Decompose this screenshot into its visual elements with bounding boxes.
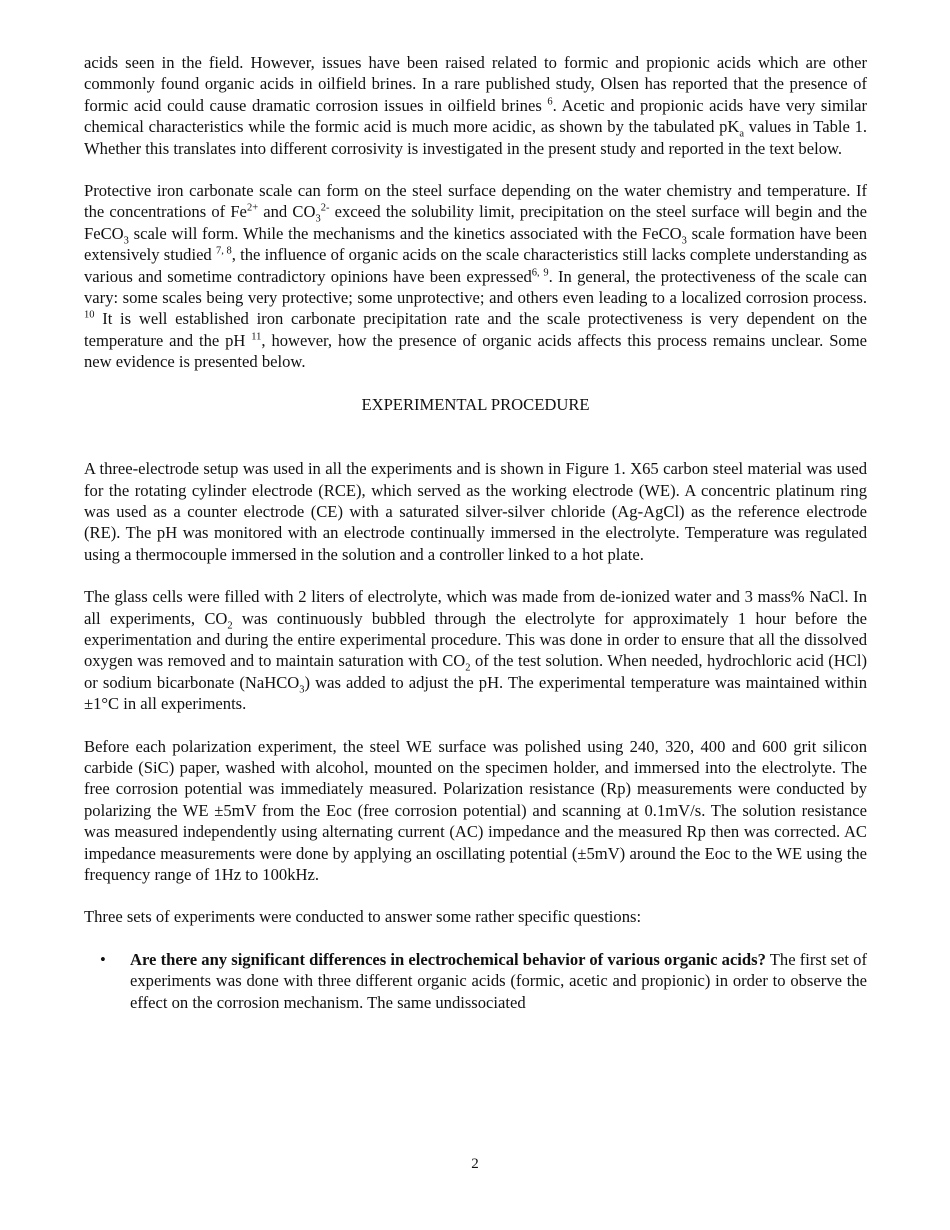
citation: 6	[547, 96, 553, 108]
paragraph-glass-cells: The glass cells were filled with 2 liters of electrolyte, which was made from de-ionized water and 3 mass% NaCl. In all experiments, $CO_2$ was continuously bubbled through the electrolyte for approximately 1 hour before the experimentation and during the entire experimental procedure. This was done in order to ensure that all the dissolved oxygen was removed and to maintain saturation with $CO_2$ of the test solution. When needed, hydrochloric acid (HCl) or sodium bicarbonate (NaHCO$_3$) was added to adjust the pH. The experimental temperature was maintained within ±1°C in all experiments.	[84, 587, 868, 714]
section-heading: EXPERIMENTAL PROCEDURE	[361, 394, 590, 414]
citation: 10	[84, 309, 95, 321]
paragraph-setup: A three-electrode setup was used in all the experiments and is shown in Figure 1. X65 carbon steel material was used for the rotating cylinder electrode (RCE), which served as the working electrode (WE). A concentric platinum ring was used as a counter electrode (CE) with a saturated silver-silver chloride (Ag-AgCl) as the reference electrode (RE). The pH was monitored with an electrode continually immersed in the electrolyte. Temperature was regulated using a thermocouple immersed in the solution and a controller linked to a hot plate.	[84, 459, 867, 564]
bullet-icon: •	[100, 949, 106, 969]
page-number: 2	[471, 1156, 479, 1172]
question-list	[84, 949, 867, 1013]
paragraph-organic-acids: acids seen in the field. However, issues have been raised related to formic and propionic acids which are other commonly found organic acids in oilfield brines. In a rare published study, Olsen has reported that the presence of formic acid could cause dramatic corrosion issues in oilfield brines $^6$. Acetic and propionic acids have very similar chemical characteristics while the formic acid is much more acidic, as shown by the tabulated $pK_a$ values in Table 1. Whether this translates into different corrosivity is investigated in the present study and reported in the text below.	[84, 53, 868, 158]
paragraph-experiment-sets: Three sets of experiments were conducted to answer some rather specific questions:	[84, 907, 642, 927]
citation: 6, 9	[531, 267, 549, 279]
list-item: • Are there any significant differences in electrochemical behavior of various organic acids? The first set of experiments was done with three different organic acids (formic, acetic and propionic) in order to observe the effect on the corrosion mechanism. The same undissociated	[100, 949, 868, 1012]
citation: 7, 8	[215, 245, 232, 257]
citation: 11	[251, 331, 262, 343]
paragraph-iron-carbonate: Protective iron carbonate scale can form on the steel surface depending on the water chemistry and temperature. If the concentrations of $Fe^{2+}$ and $CO_3^{2-}$ exceed the solubility limit, precipitation on the steel surface will begin and the FeCO$_3$ scale will form. While the mechanisms and the kinetics associated with the FeCO$_3$ scale formation have been extensively studied $^{7, 8}$, the influence of organic acids on the scale characteristics still lacks complete understanding as various and sometime contradictory opinions have been expressed$^{6, 9}$. In general, the protectiveness of the scale can vary: some scales being very protective; some unprotective; and others even leading to a localized corrosion process. $^{10}$ It is well established iron carbonate precipitation rate and the scale protectiveness is very dependent on the temperature and the pH $^{11}$, however, how the presence of organic acids affects this process remains unclear. Some new evidence is presented below.	[84, 181, 867, 372]
paragraph-polarization: Before each polarization experiment, the steel WE surface was polished using 240, 320, 400 and 600 grit silicon carbide (SiC) paper, washed with alcohol, mounted on the specimen holder, and immersed into the electrolyte. The free corrosion potential was immediately measured. Polarization resistance (Rp) measurements were conducted by polarizing the WE ±5mV from the Eoc (free corrosion potential) and scanning at 0.1mV/s. The solution resistance was measured independently using alternating current (AC) impedance and the measured Rp then was corrected. AC impedance measurements were done by applying an oscillating potential (±5mV) around the Eoc to the WE using the frequency range of 1Hz to 100kHz.	[84, 736, 867, 884]
question-bold: Are there any significant differences in electrochemical behavior of various organic acids?	[130, 949, 766, 969]
page-body	[84, 52, 867, 1013]
